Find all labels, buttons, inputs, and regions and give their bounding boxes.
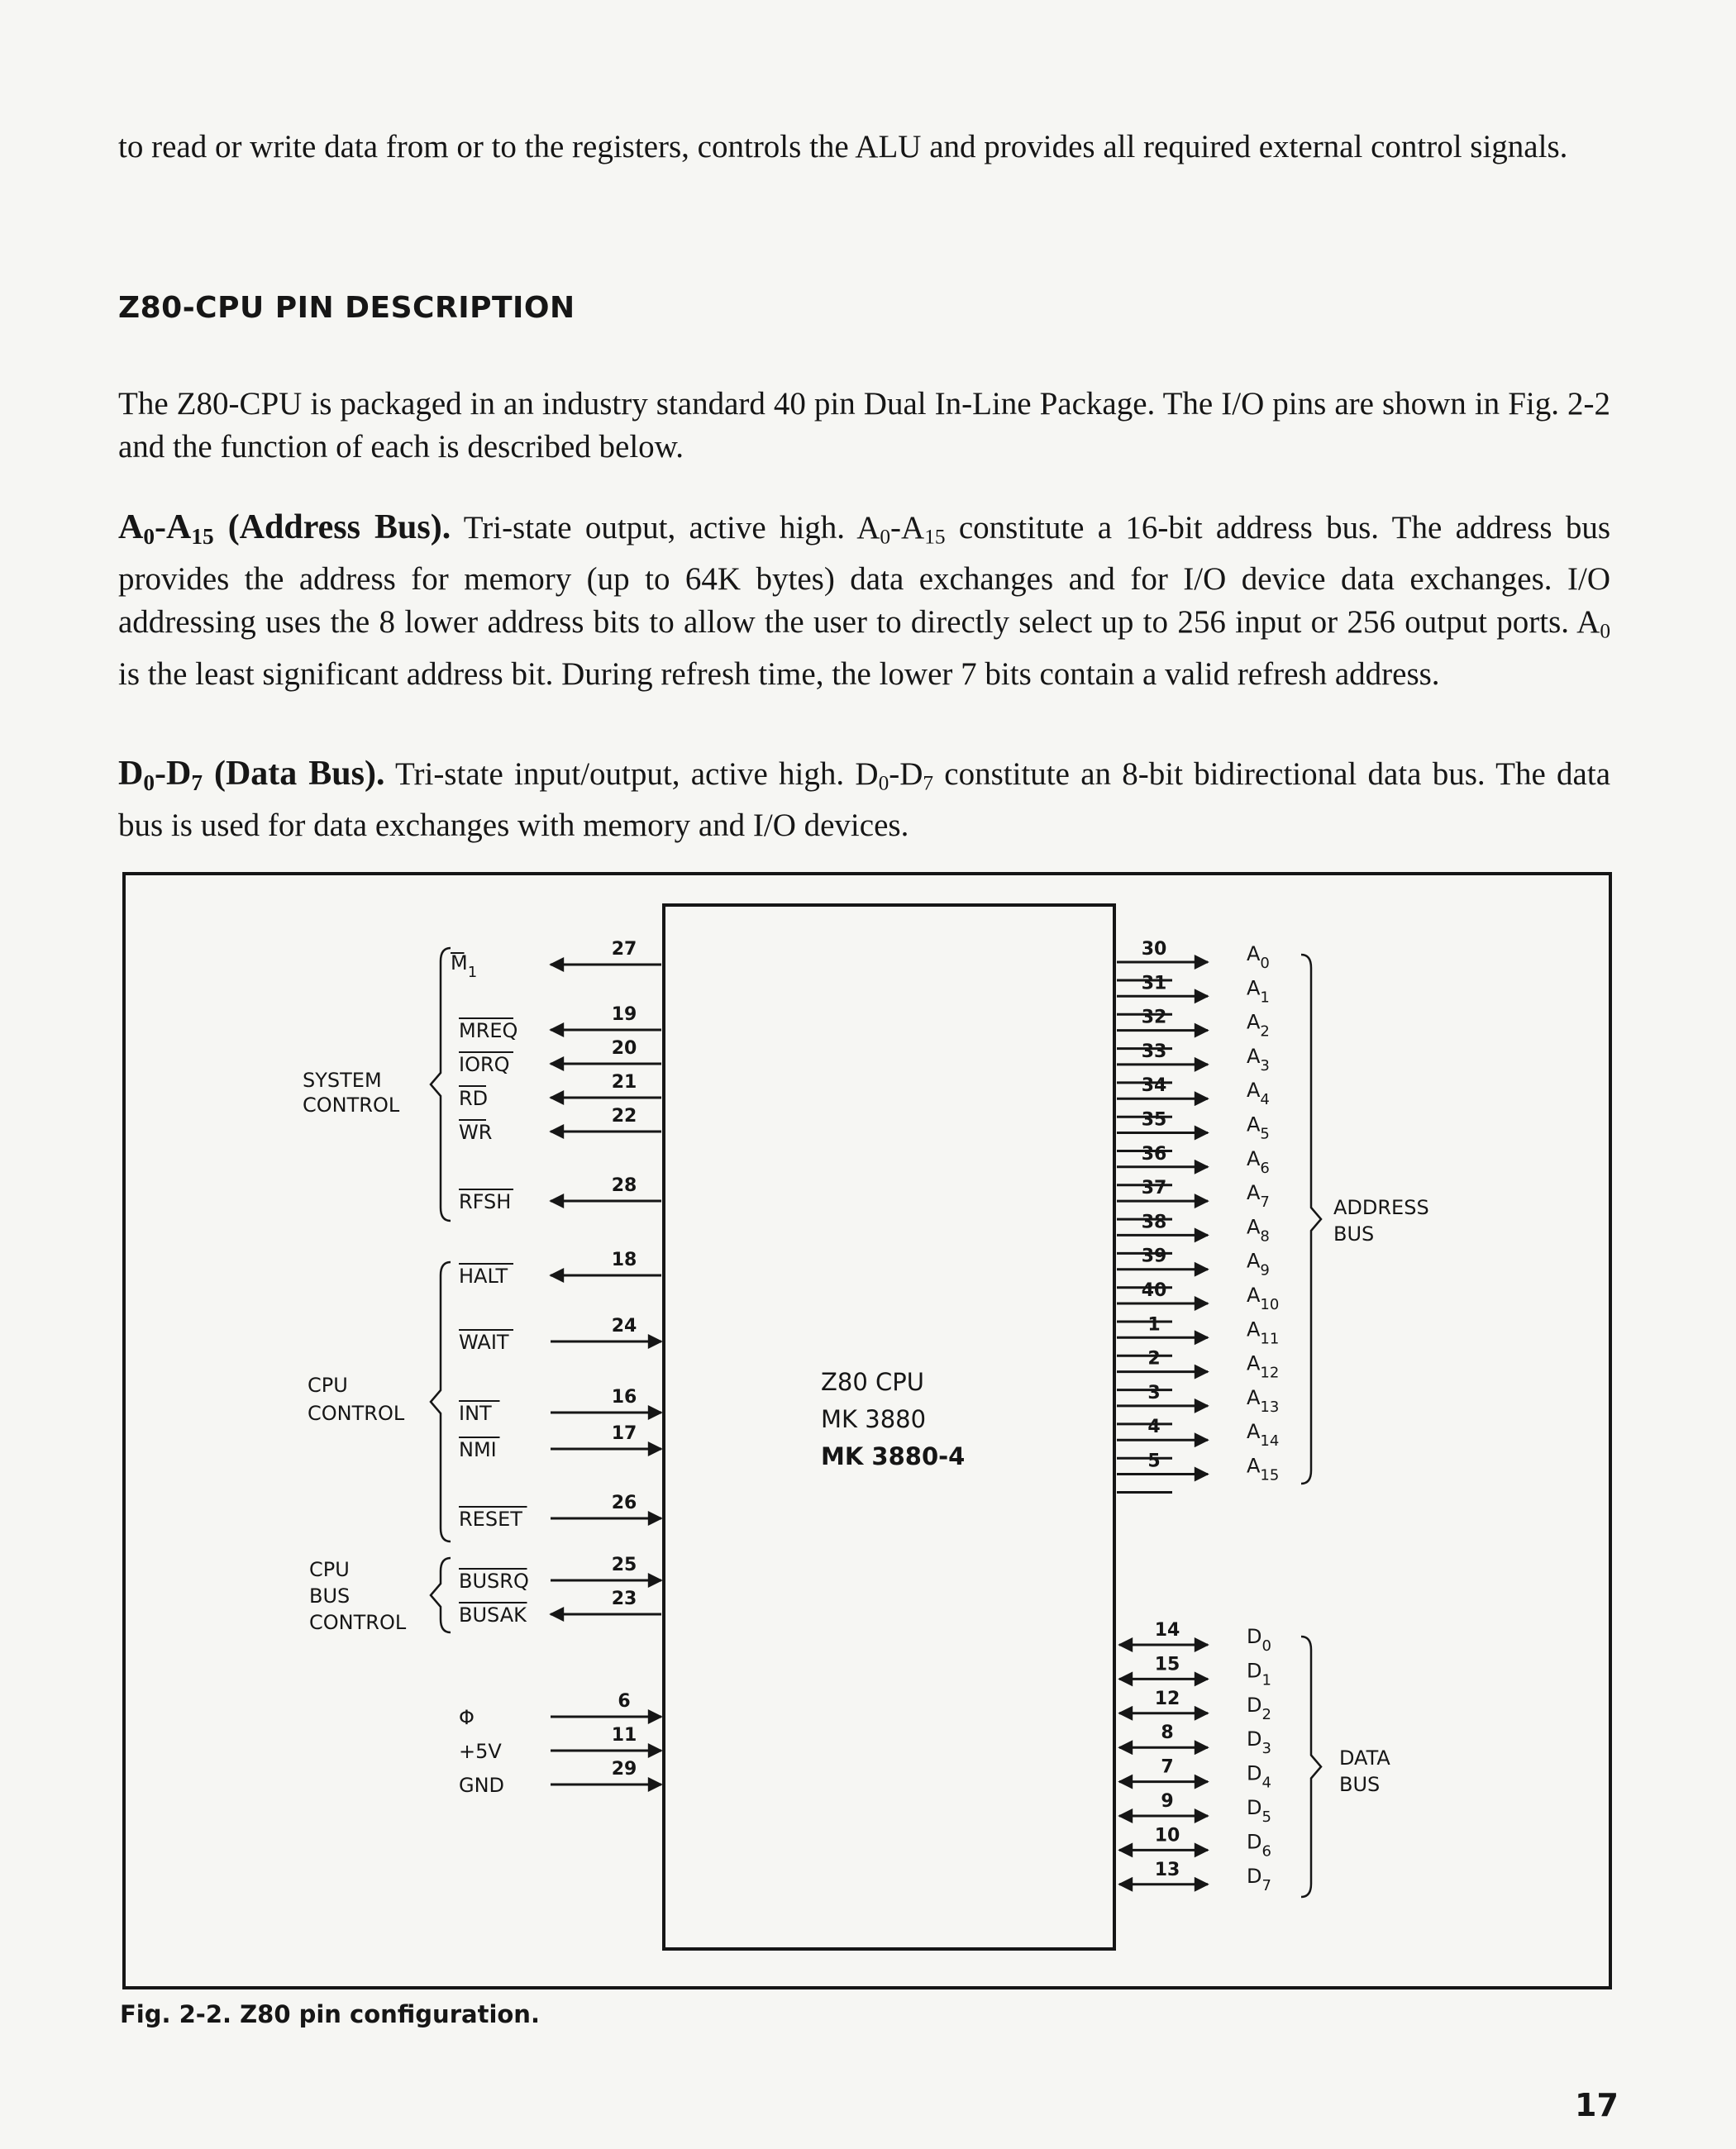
address-bus-label-0: ADDRESS xyxy=(1333,1196,1429,1219)
left-pin-label-9: NMI xyxy=(459,1438,497,1461)
cpu-control-label-0: CPU xyxy=(308,1374,348,1397)
data-pin-label-0: $D_0$ xyxy=(1247,1625,1271,1655)
address-pin-label-4: $A_4$ xyxy=(1247,1079,1270,1109)
address-pin-label-0: $A_0$ xyxy=(1247,942,1270,972)
address-pin-label-13: $A_{13}$ xyxy=(1247,1385,1280,1416)
left-pin-label-2: IORQ xyxy=(459,1053,510,1076)
address-pin-label-8: $A_8$ xyxy=(1247,1215,1270,1246)
left-pin-label-3: RD xyxy=(459,1087,489,1110)
data-pin-label-3: $D_3$ xyxy=(1247,1727,1271,1758)
left-pin-number-13: 6 xyxy=(618,1691,631,1712)
data-pin-label-7: $D_7$ xyxy=(1247,1864,1271,1894)
left-pin-number-1: 19 xyxy=(611,1004,637,1025)
data-bus-term: $D_0-D_7$ (Data Bus). xyxy=(118,755,385,795)
address-bus-brace xyxy=(1301,955,1321,1484)
data-bus-label-0: DATA xyxy=(1339,1746,1390,1770)
cpu-bus-control-label-2: CONTROL xyxy=(309,1611,407,1634)
address-pin-label-6: $A_6$ xyxy=(1247,1146,1270,1177)
left-pin-label-15: GND xyxy=(459,1774,505,1797)
data-pin-label-6: $D_6$ xyxy=(1247,1830,1271,1861)
address-bus-text-3: is the least significant address bit. During refresh time, the lower 7 bits contain a valid refresh address. xyxy=(118,655,1440,692)
address-pin-number-9: 39 xyxy=(1141,1246,1167,1267)
left-pin-number-6: 18 xyxy=(611,1250,637,1270)
chip-label-1: MK 3880 xyxy=(821,1405,927,1433)
data-pin-label-4: $D_4$ xyxy=(1247,1761,1271,1792)
cpu-control-label-1: CONTROL xyxy=(308,1402,405,1425)
address-pin-number-5: 35 xyxy=(1141,1109,1167,1131)
data-bus-text-2: constitute an 8-bit bidirectional data bus. The data bus is used for data exchanges with memory and I/O devices. xyxy=(118,756,1611,844)
address-pin-label-14: $A_{14}$ xyxy=(1247,1420,1280,1451)
address-pin-number-14: 4 xyxy=(1147,1417,1161,1438)
left-pin-label-6: HALT xyxy=(459,1265,508,1288)
left-pin-label-5: RFSH xyxy=(459,1190,512,1213)
left-pin-number-14: 11 xyxy=(611,1725,637,1746)
address-bus-text-2: constitute a 16-bit address bus. The address bus provides the address for memory (up to 64K bytes) data exchanges and for I/O device data exchanges. I/O addressing uses the 8 lower address bits to allow the user to directly select up to 256 input or 256 output ports. xyxy=(118,510,1611,641)
left-pin-label-0: $M_1$ xyxy=(451,951,478,981)
left-pin-label-13: Φ xyxy=(459,1706,475,1729)
address-bus-paragraph: $A_0-A_{15}$ (Address Bus). Tri-state output, active high. $A_0-A_{15}$ constitute a 16-bit address bus. The address bus provides the address for memory (up to 64K bytes) data exchanges and for I/O device data exchanges. I/O addressing uses the 8 lower address bits to allow the user to directly select up to 256 input or 256 output ports. $A_0$ is the least significant address bit. During refresh time, the lower 7 bits contain a valid refresh address. xyxy=(118,508,1611,692)
address-pin-label-1: $A_1$ xyxy=(1247,976,1270,1007)
data-pin-number-6: 10 xyxy=(1154,1825,1180,1846)
intro-paragraph: to read or write data from or to the registers, controls the ALU and provides all required external control signals. xyxy=(118,129,1568,164)
left-pin-label-10: RESET xyxy=(459,1508,522,1531)
package-paragraph: The Z80-CPU is packaged in an industry standard 40 pin Dual In-Line Package. The I/O pins are shown in Fig. 2-2 and the function of each is described below. xyxy=(118,386,1610,465)
data-pin-label-5: $D_5$ xyxy=(1247,1796,1271,1826)
address-pin-number-12: 2 xyxy=(1147,1348,1161,1370)
address-pin-label-10: $A_{10}$ xyxy=(1247,1284,1280,1313)
address-pin-number-8: 38 xyxy=(1141,1212,1167,1233)
address-pin-label-11: $A_{11}$ xyxy=(1247,1318,1280,1348)
data-pin-number-0: 14 xyxy=(1154,1620,1180,1641)
address-bus-text-1: Tri-state output, active high. xyxy=(451,510,857,546)
data-pin-number-7: 13 xyxy=(1154,1859,1180,1880)
figure-caption: Fig. 2-2. Z80 pin configuration. xyxy=(120,2000,540,2028)
cpu-bus-control-brace xyxy=(431,1558,451,1632)
left-pin-label-4: WR xyxy=(459,1121,493,1144)
address-pin-number-3: 33 xyxy=(1141,1041,1167,1062)
left-pin-number-12: 23 xyxy=(611,1589,637,1609)
address-pin-number-2: 32 xyxy=(1141,1007,1167,1028)
left-pin-label-12: BUSAK xyxy=(459,1603,527,1627)
left-pin-number-9: 17 xyxy=(611,1423,637,1444)
cpu-bus-control-label-0: CPU xyxy=(309,1558,350,1581)
chip-label-0: Z80 CPU xyxy=(821,1368,924,1396)
data-pin-number-3: 8 xyxy=(1161,1723,1174,1744)
left-pin-number-0: 27 xyxy=(611,939,637,960)
data-bus-label-1: BUS xyxy=(1339,1773,1381,1796)
cpu-control-brace xyxy=(431,1262,451,1541)
left-pin-number-7: 24 xyxy=(611,1316,637,1337)
left-pin-number-2: 20 xyxy=(611,1038,637,1059)
address-pin-label-12: $A_{12}$ xyxy=(1247,1351,1280,1382)
cpu-bus-control-label-1: BUS xyxy=(309,1584,351,1608)
system-control-label-0: SYSTEM xyxy=(303,1069,382,1092)
data-pin-label-2: $D_2$ xyxy=(1247,1693,1271,1723)
system-control-brace xyxy=(431,948,451,1221)
system-control-label-1: CONTROL xyxy=(303,1094,400,1117)
left-pin-label-1: MREQ xyxy=(459,1019,518,1042)
address-pin-number-4: 34 xyxy=(1141,1075,1167,1097)
pin-configuration-figure xyxy=(122,872,1612,1989)
data-pin-number-5: 9 xyxy=(1161,1791,1174,1812)
left-pin-label-11: BUSRQ xyxy=(459,1570,529,1593)
address-pin-label-7: $A_7$ xyxy=(1247,1181,1270,1212)
address-bus-label-1: BUS xyxy=(1333,1222,1375,1246)
chip-label-2: MK 3880-4 xyxy=(821,1442,966,1470)
data-pin-label-1: $D_1$ xyxy=(1247,1659,1271,1689)
address-pin-label-15: $A_{15}$ xyxy=(1247,1454,1280,1484)
section-heading: Z80-CPU PIN DESCRIPTION xyxy=(118,291,575,325)
address-pin-number-0: 30 xyxy=(1141,939,1167,960)
address-pin-number-7: 37 xyxy=(1141,1178,1167,1199)
left-pin-label-8: INT xyxy=(459,1402,492,1425)
address-pin-number-10: 40 xyxy=(1141,1280,1167,1301)
address-bus-term: $A_0-A_{15}$ (Address Bus). xyxy=(118,508,451,549)
data-bus-text-1: Tri-state input/output, active high. xyxy=(384,756,856,792)
left-pin-number-4: 22 xyxy=(611,1106,637,1127)
address-pin-number-11: 1 xyxy=(1147,1314,1161,1336)
left-pin-number-11: 25 xyxy=(611,1555,637,1575)
address-pin-label-3: $A_3$ xyxy=(1247,1044,1270,1074)
data-pin-number-1: 15 xyxy=(1154,1654,1180,1675)
left-pin-label-14: +5V xyxy=(459,1740,502,1763)
address-pin-number-1: 31 xyxy=(1141,973,1167,994)
data-pin-number-2: 12 xyxy=(1154,1688,1180,1709)
left-pin-number-10: 26 xyxy=(611,1493,637,1513)
left-pin-number-15: 29 xyxy=(611,1759,637,1780)
left-pin-number-5: 28 xyxy=(611,1175,637,1196)
address-pin-label-2: $A_2$ xyxy=(1247,1010,1270,1041)
left-pin-number-3: 21 xyxy=(611,1072,637,1093)
left-pin-label-7: WAIT xyxy=(459,1331,509,1354)
page-number: 17 xyxy=(1575,2087,1619,2123)
address-pin-label-5: $A_5$ xyxy=(1247,1113,1270,1143)
data-bus-paragraph: $D_0-D_7$ (Data Bus). Tri-state input/output, active high. $D_0-D_7$ constitute an 8-bit bidirectional data bus. The data bus is used for data exchanges with memory and I/O devices. xyxy=(118,755,1611,844)
address-pin-number-15: 5 xyxy=(1147,1451,1161,1472)
data-pin-number-4: 7 xyxy=(1161,1756,1174,1778)
address-pin-number-13: 3 xyxy=(1147,1382,1161,1403)
data-bus-brace xyxy=(1301,1637,1321,1897)
address-pin-label-9: $A_9$ xyxy=(1247,1249,1270,1279)
address-pin-number-6: 36 xyxy=(1141,1143,1167,1165)
left-pin-number-8: 16 xyxy=(611,1387,637,1408)
